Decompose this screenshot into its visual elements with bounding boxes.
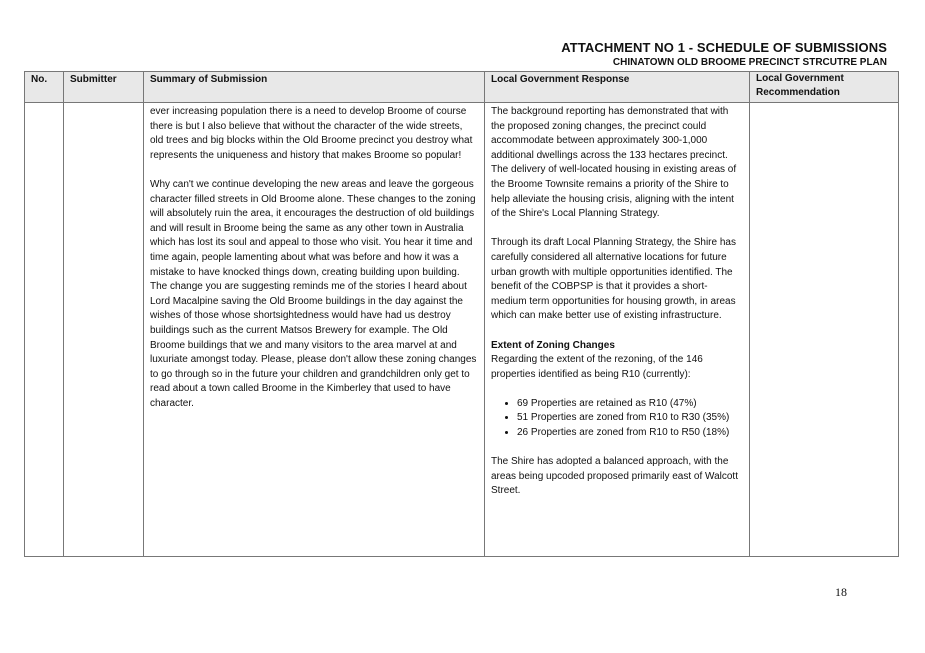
column-header-no: No. xyxy=(25,72,64,103)
summary-paragraph: The change you are suggesting reminds me of the stories I heard about Lord Macalpine saving the Old Broome buildings in the day against the wishes of those whose shortsightedness would have had us destroy buildings such as the current Matsos Brewery for example. The Old Broome buildings that we and many visitors to the area marvel at and luxuriate amongst today. Please, please don't allow these zoning changes to go through so in the future your children and grandchildren only get to read about a town called Broome in the Kimberley that used to have character. xyxy=(150,281,477,409)
submissions-table xyxy=(24,71,899,557)
recommendation-header-line2: Recommendation xyxy=(756,87,840,98)
cell-summary xyxy=(144,103,485,557)
list-item: • 51 Properties are zoned from R10 to R30 (35%) xyxy=(517,411,743,426)
response-paragraph: The background reporting has demonstrated that with the proposed zoning changes, the precinct could accommodate between approximately 300-1,000 additional dwellings across the 133 hectares precinct. The delivery of well-located housing in existing areas of the Broome Townsite remains a priority of the Shire to help alleviate the housing crisis, aligning with the intent of the Shire's Local Planning Strategy. xyxy=(491,106,737,220)
page-number: 18 xyxy=(835,585,847,599)
column-header-submitter: Submitter xyxy=(64,72,144,103)
summary-paragraph: Why can't we continue developing the new areas and leave the gorgeous character filled streets in Old Broome alone. These changes to the zoning will absolutely ruin the area, it encourages the destruction of old buildings and will result in Broome being the same as any other town in Australia which has lost its soul and appeal to those who visit. You hear it time and time again, people lamenting about what was before and how it was a mistake to have knocked things down, creating building upon building. xyxy=(150,178,476,278)
zoning-list xyxy=(491,397,743,441)
column-header-summary: Summary of Submission xyxy=(144,72,485,103)
response-heading: Extent of Zoning Changes xyxy=(491,339,615,351)
response-paragraph: The Shire has adopted a balanced approach, with the areas being upcoded proposed primarily east of Walcott Street. xyxy=(491,456,738,497)
column-header-recommendation xyxy=(750,72,899,103)
cell-submitter xyxy=(64,103,144,557)
response-paragraph: Regarding the extent of the rezoning, of the 146 properties identified as being R10 (currently): xyxy=(491,354,703,380)
response-paragraph: Through its draft Local Planning Strategy, the Shire has carefully considered all alternative locations for future urban growth with multiple opportunities identified. The benefit of the COBPSP is that it provides a short-medium term opportunities for housing growth, in areas which can make better use of existing infrastructure. xyxy=(491,237,736,322)
cell-recommendation xyxy=(750,103,899,557)
column-header-response: Local Government Response xyxy=(485,72,750,103)
recommendation-header-line1: Local Government xyxy=(756,73,844,84)
cell-response xyxy=(485,103,750,557)
table-row xyxy=(25,103,899,557)
attachment-title: ATTACHMENT NO 1 - SCHEDULE OF SUBMISSIONS xyxy=(561,40,887,55)
cell-no xyxy=(25,103,64,557)
list-item: • 69 Properties are retained as R10 (47%) xyxy=(517,397,743,412)
summary-paragraph: ever increasing population there is a need to develop Broome of course there is but I also believe that without the character of the wide streets, old trees and big blocks within the Old Broome precinct you destroy what represents the uniqueness and history that makes Broome so popular! xyxy=(150,106,473,161)
document-subtitle: CHINATOWN OLD BROOME PRECINCT STRCUTRE PLAN xyxy=(612,57,887,68)
list-item: • 26 Properties are zoned from R10 to R50 (18%) xyxy=(517,426,743,441)
table-header-row xyxy=(25,72,899,103)
